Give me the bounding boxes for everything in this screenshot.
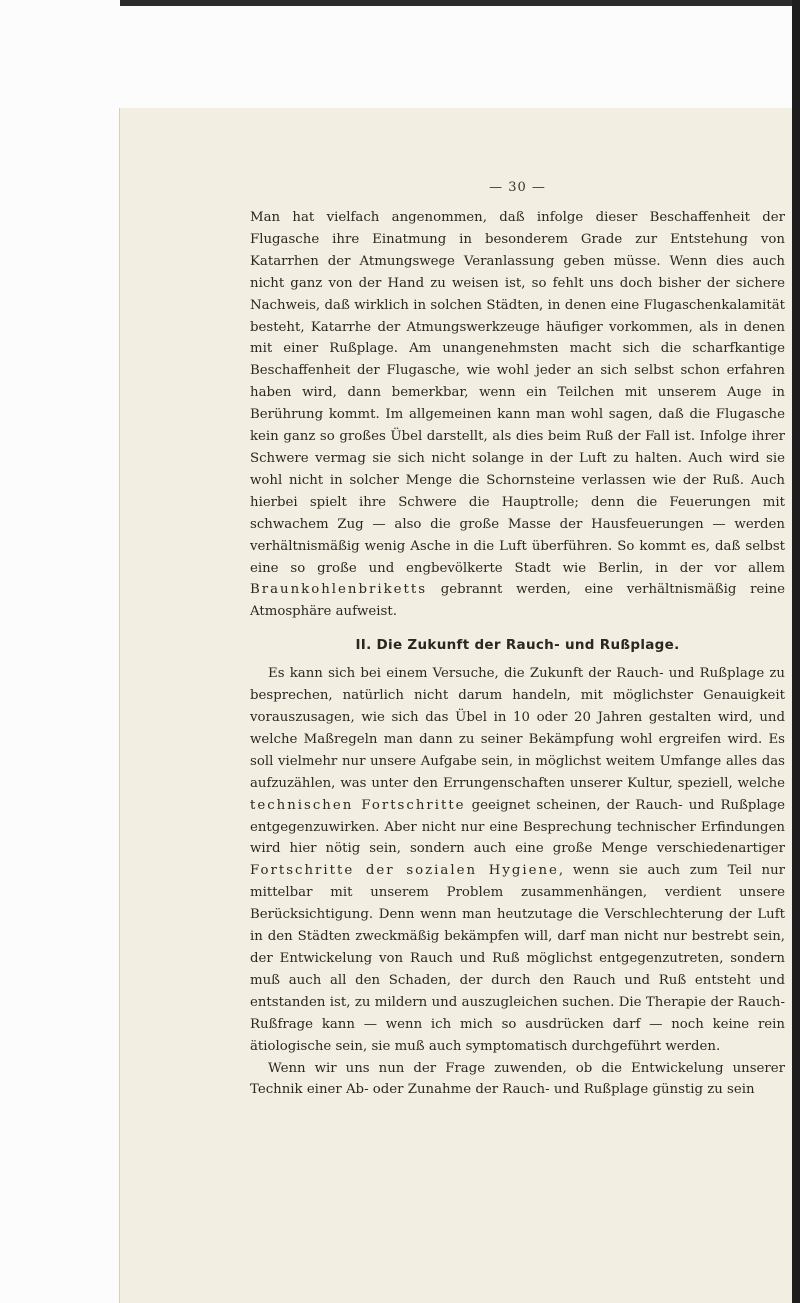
paragraph-flugasche: [250, 207, 785, 623]
page-text: [250, 180, 785, 1101]
paragraph-zukunft-c: , wenn sie auch zum Teil nur mittelbar mit unserem Problem zusammenhängen, verdient unsere Berücksichtigung. Denn wenn man heutzutage die Verschlechterung der Luft in den Städten zweckmäßig bekämpfen will, darf man nicht nur bestrebt sein, der Entwickelung von Rauch und Ruß möglichst entgegenzutreten, sondern muß auch all den Schaden, der durch den Rauch und Ruß entsteht und entstanden ist, zu mildern und auszugleichen suchen. Die Therapie der Rauch-Rußfrage kann — wenn ich mich so ausdrücken darf — noch keine rein ätiologische sein, sie muß auch symptomatisch durchgeführt werden.: [250, 863, 785, 1054]
scan-right-edge: [792, 0, 800, 1303]
paragraph-technik: Wenn wir uns nun der Frage zuwenden, ob die Entwickelung unserer Technik einer Ab- oder Zunahme der Rauch- und Rußplage günstig zu sein: [250, 1060, 785, 1098]
paragraph-flugasche-text: Man hat vielfach angenommen, daß infolge dieser Beschaffenheit der Flugasche ihre Einatmung in besonderem Grade zur Entstehung von Katarrhen der Atmungswege Veranlassung geben müsse. Wenn dies auch nicht ganz von der Hand zu weisen ist, so fehlt uns doch bisher der sichere Nachweis, daß wirklich in solchen Städten, in denen eine Flugaschenkalamität besteht, Katarrhe der Atmungswerkzeuge häufiger vorkommen, als in denen mit einer Rußplage. Am unangenehmsten macht sich die scharfkantige Beschaffenheit der Flugasche, wie wohl jeder an sich selbst schon erfahren haben wird, dann bemerkbar, wenn ein Teilchen mit unserem Auge in Berührung kommt. Im allgemeinen kann man wohl sagen, daß die Flugasche kein ganz so großes Übel darstellt, als dies beim Ruß der Fall ist. Infolge ihrer Schwere vermag sie sich nicht solange in der Luft zu halten. Auch wird sie wohl nicht in solcher Menge die Schornsteine verlassen wie der Ruß. Auch hierbei spielt ihre Schwere die Hauptrolle; denn die Feuerungen mit schwachem Zug — also die große Masse der Hausfeuerungen — werden verhältnismäßig wenig Asche in die Luft überführen. So kommt es, daß selbst eine so große und engbevölkerte Stadt wie Berlin, in der vor allem: [250, 210, 785, 576]
spaced-term-technische-fortschritte: technischen Fortschritte: [250, 797, 466, 813]
paragraph-zukunft-a: Es kann sich bei einem Versuche, die Zukunft der Rauch- und Rußplage zu besprechen, natürlich nicht darum handeln, mit möglichster Genauigkeit vorauszusagen, wie sich das Übel in 10 oder 20 Jahren gestalten wird, und welche Maßregeln man dann zu seiner Bekämpfung wohl ergreifen wird. Es soll vielmehr nur unsere Aufgabe sein, in möglichst weitem Umfange alles das aufzuzählen, was unter den Errungenschaften unserer Kultur, speziell, welche: [250, 666, 785, 791]
scan-margin-left: [0, 0, 120, 1303]
spaced-term-soziale-hygiene: Fortschritte der sozialen Hygiene: [250, 863, 559, 879]
paragraph-flugasche-tail: gebrannt werden, eine verhältnismäßig reine Atmosphäre aufweist.: [250, 582, 785, 620]
paragraph-zukunft-b: geeignet scheinen, der Rauch- und Rußplage entgegenzuwirken. Aber nicht nur eine Besprechung technischer Erfindungen wird hier nötig sein, sondern auch eine große Menge verschiedenartiger: [250, 797, 785, 857]
section-heading: II. Die Zukunft der Rauch- und Rußplage.: [355, 637, 680, 654]
scan-margin-top: [120, 6, 800, 108]
page-number: — 30 —: [489, 180, 546, 195]
spaced-term-braunkohlenbriketts: Braunkohlenbriketts: [250, 582, 428, 598]
paragraph-zukunft: [250, 663, 785, 1057]
